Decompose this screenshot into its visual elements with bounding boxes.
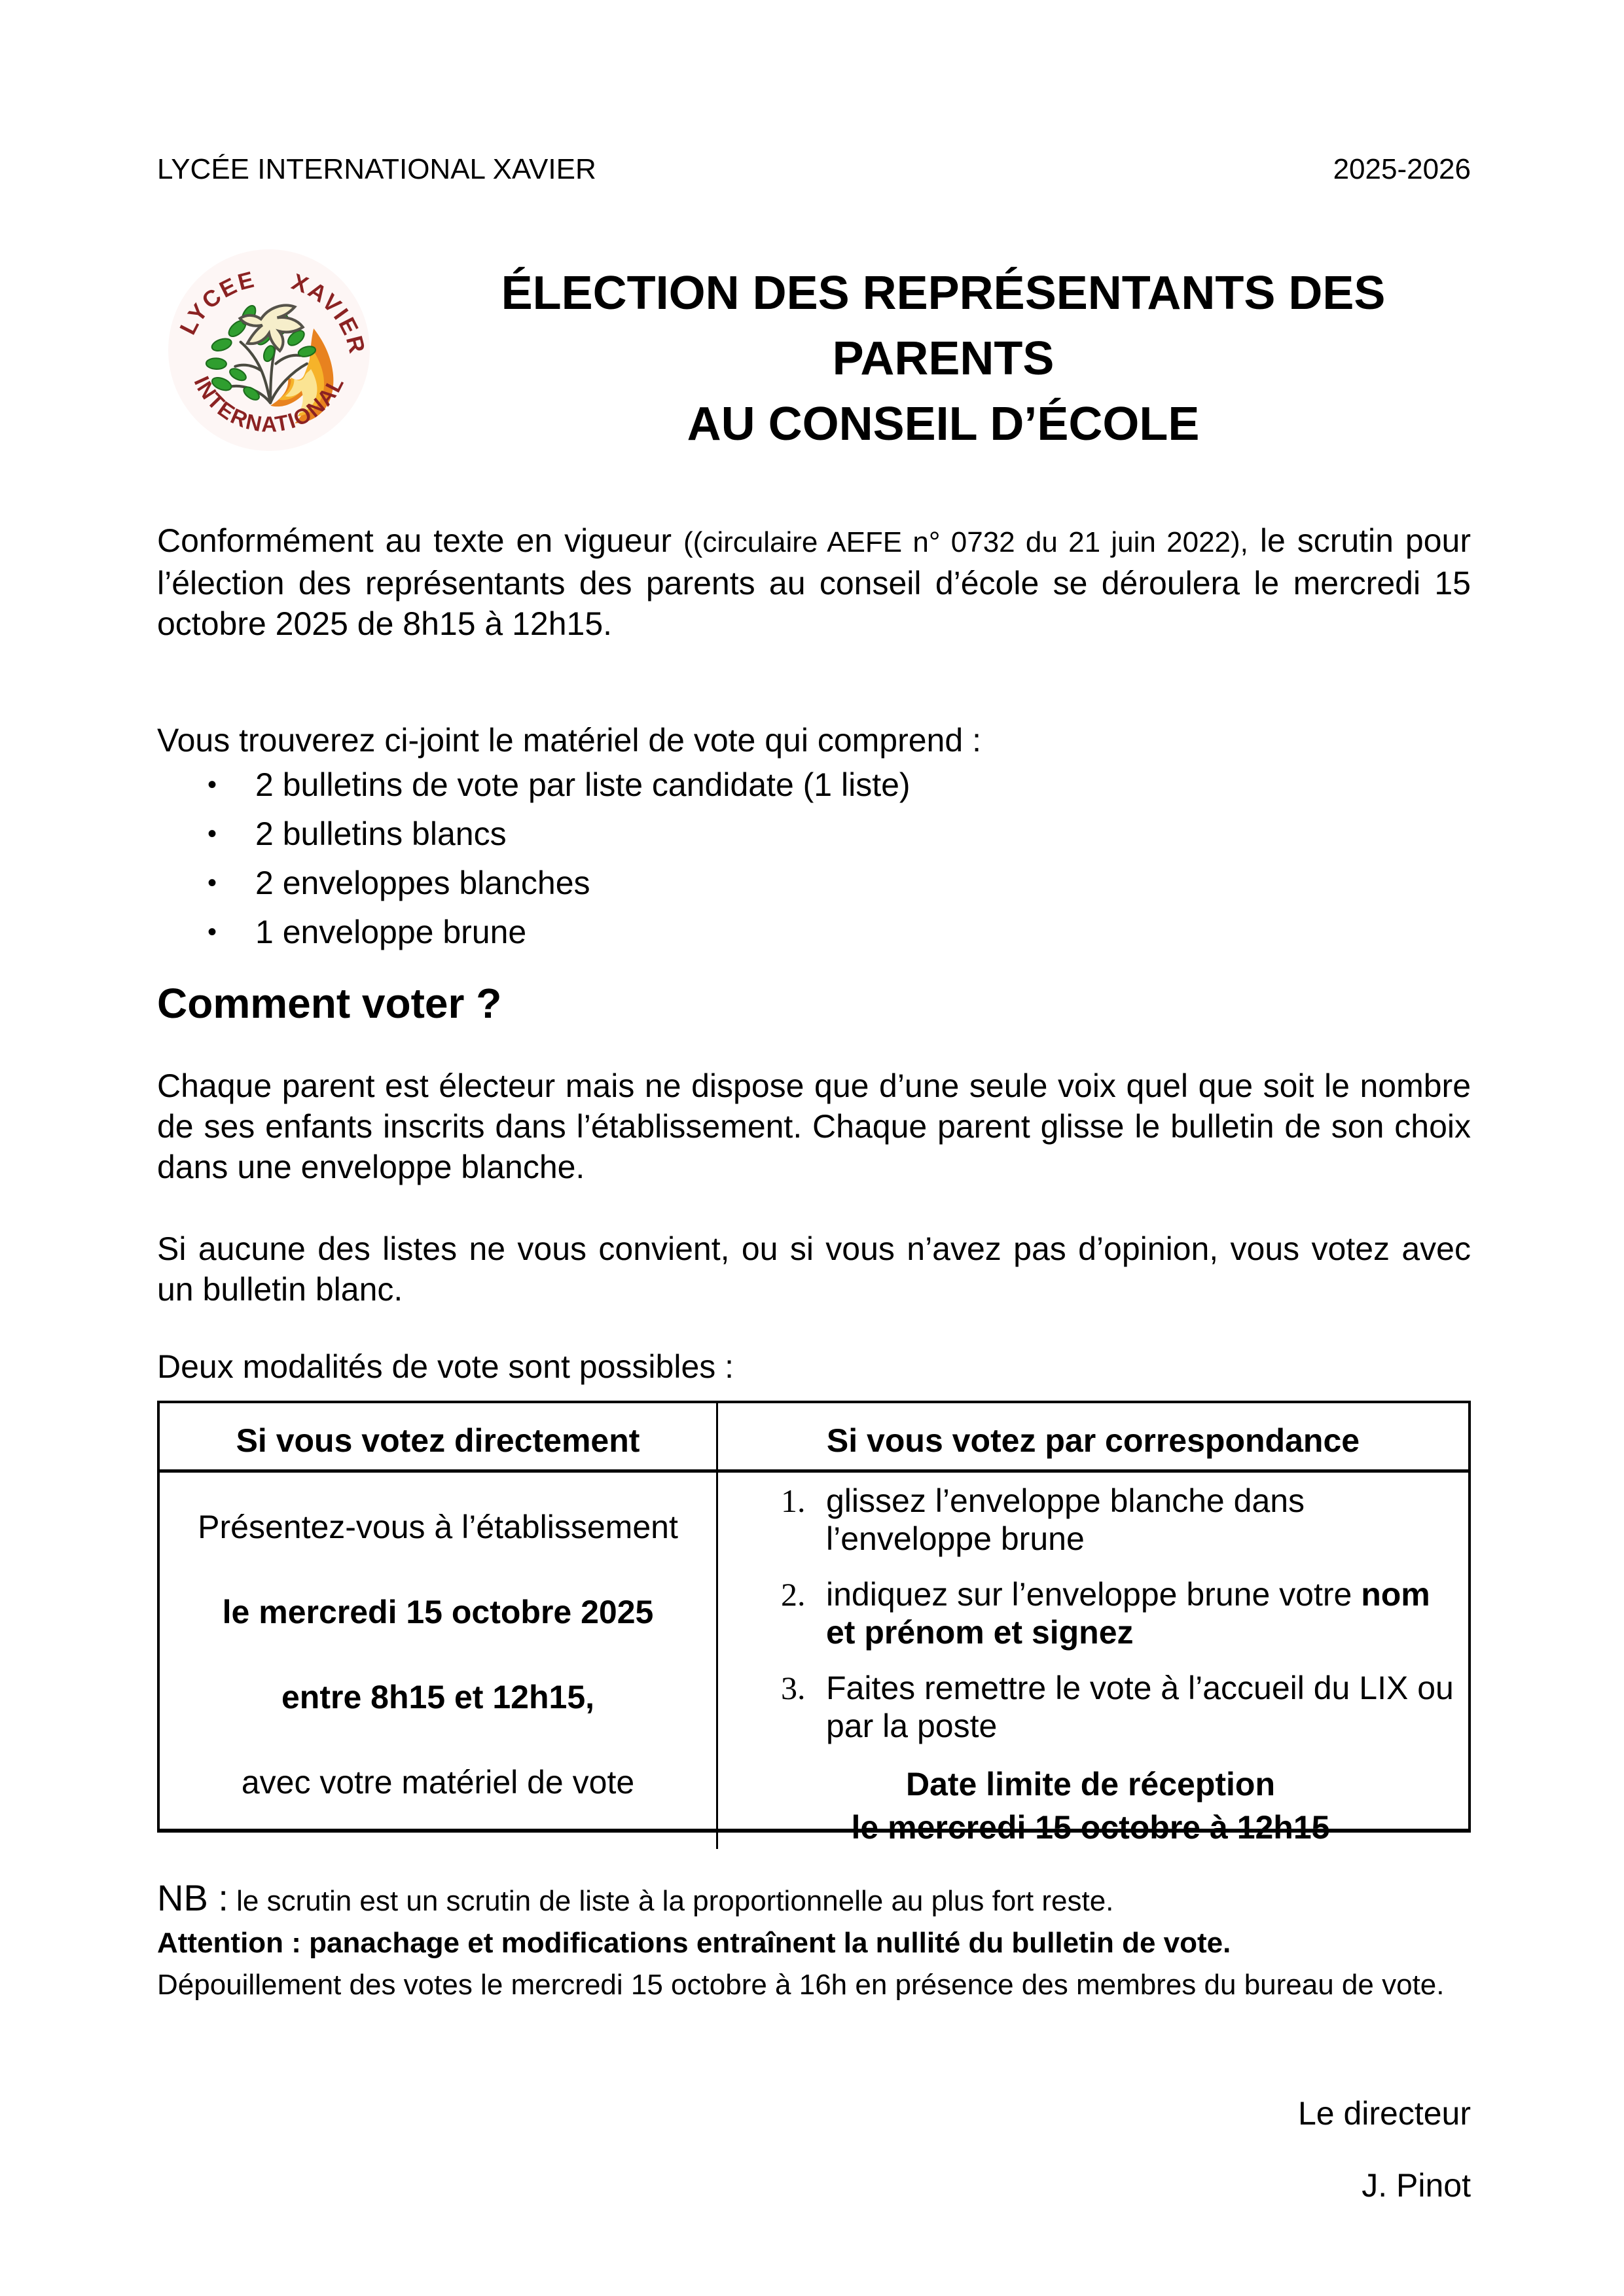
table-cell-correspondance: [718, 1473, 1468, 1849]
step-number: 3.: [781, 1670, 806, 1706]
logo-text-xavier: XAVIER: [288, 268, 370, 358]
correspondance-step: [718, 1482, 1463, 1558]
paragraph-modalites: Deux modalités de vote sont possibles :: [157, 1348, 734, 1385]
attention-line: Attention : panachage et modifications entraînent la nullité du bulletin de vote.: [157, 1927, 1231, 1959]
step-text: [826, 1575, 1463, 1651]
bullet-icon: •: [208, 918, 217, 946]
document-header: [157, 149, 1471, 190]
correspondance-step: [718, 1669, 1463, 1745]
direct-line-materiel: avec votre matériel de vote: [241, 1764, 635, 1801]
nb-label: NB :: [157, 1877, 228, 1918]
list-item-text: 2 bulletins blancs: [255, 816, 507, 852]
paragraph-bulletin-blanc: Si aucune des listes ne vous convient, ou si vous n’avez pas d’opinion, vous votez avec un bulletin blanc.: [157, 1230, 1471, 1308]
materials-list: [157, 764, 1471, 961]
signature-block: [157, 2093, 1471, 2206]
deadline-line2: le mercredi 15 octobre à 12h15: [851, 1809, 1330, 1846]
list-item: [157, 912, 1471, 952]
table-header-direct: Si vous votez directement: [160, 1403, 718, 1473]
notes-section: [157, 1877, 1471, 2006]
step-text-bold: nom et prénom et signez: [826, 1576, 1430, 1651]
school-year: 2025-2026: [1333, 153, 1471, 185]
intro-paragraph: [157, 520, 1471, 644]
list-item: [157, 814, 1471, 854]
step-text: glissez l’enveloppe blanche dans l’enveloppe brune: [826, 1482, 1305, 1557]
deadline-line1: Date limite de réception: [905, 1766, 1276, 1803]
logo-text-lycee: LYCEE: [175, 266, 259, 339]
nb-line: [157, 1877, 1471, 1922]
signature-role: Le directeur: [1297, 2095, 1471, 2132]
vote-modalities-table: [157, 1401, 1471, 1846]
step-text: Faites remettre le vote à l’accueil du LIX ou par la poste: [826, 1670, 1454, 1744]
intro-text-circulaire: ((circulaire AEFE n° 0732 du 21 juin 2022),: [683, 526, 1248, 558]
step-text-regular: indiquez sur l’enveloppe brune votre: [826, 1576, 1362, 1613]
title-line2: AU CONSEIL D’ÉCOLE: [687, 398, 1200, 450]
school-logo: [168, 249, 370, 452]
list-item-text: 2 enveloppes blanches: [255, 865, 590, 901]
title-line1: ÉLECTION DES REPRÉSENTANTS DES PARENTS: [501, 267, 1386, 385]
intro-text-rest: le scrutin pour l’élection des représentants des parents au conseil d’école se déroulera le mercredi 15 octobre 2025 de 8h15 à 12h15.: [157, 522, 1471, 642]
school-logo-graphic: [168, 249, 370, 452]
step-number: 2.: [781, 1576, 806, 1613]
direct-line-date: le mercredi 15 octobre 2025: [222, 1594, 654, 1630]
materials-lead: Vous trouverez ci-joint le matériel de vote qui comprend :: [157, 722, 981, 759]
bullet-icon: •: [208, 770, 217, 799]
direct-line-presentez: Présentez-vous à l’établissement: [198, 1509, 678, 1545]
deadline-notice: [718, 1763, 1463, 1849]
school-name: LYCÉE INTERNATIONAL XAVIER: [157, 153, 596, 185]
table-header-correspondance: Si vous votez par correspondance: [718, 1403, 1468, 1473]
signature-name: J. Pinot: [1362, 2167, 1471, 2204]
table-cell-direct: [160, 1473, 718, 1849]
section-heading-comment-voter: Comment voter ?: [157, 980, 502, 1027]
intro-text-regular: Conformément au texte en vigueur: [157, 522, 684, 559]
correspondance-step: [718, 1575, 1463, 1651]
nb-text: le scrutin est un scrutin de liste à la proportionnelle au plus fort reste.: [228, 1885, 1114, 1917]
step-number: 1.: [781, 1482, 806, 1519]
bullet-icon: •: [208, 819, 217, 848]
depouillement-line: Dépouillement des votes le mercredi 15 octobre à 16h en présence des membres du bureau de vote.: [157, 1969, 1445, 2001]
logo-text-international: INTERNATIONAL: [189, 372, 350, 437]
direct-line-horaires: entre 8h15 et 12h15,: [281, 1679, 595, 1715]
list-item-text: 1 enveloppe brune: [255, 914, 527, 950]
list-item: [157, 863, 1471, 903]
list-item: [157, 764, 1471, 805]
paragraph-electeur: Chaque parent est électeur mais ne dispose que d’une seule voix quel que soit le nombre de ses enfants inscrits dans l’établissement. Chaque parent glisse le bulletin de son choix dans une enveloppe blanche.: [157, 1067, 1471, 1185]
bullet-icon: •: [208, 869, 217, 897]
document-title: [416, 260, 1471, 457]
list-item-text: 2 bulletins de vote par liste candidate (1 liste): [255, 766, 911, 803]
